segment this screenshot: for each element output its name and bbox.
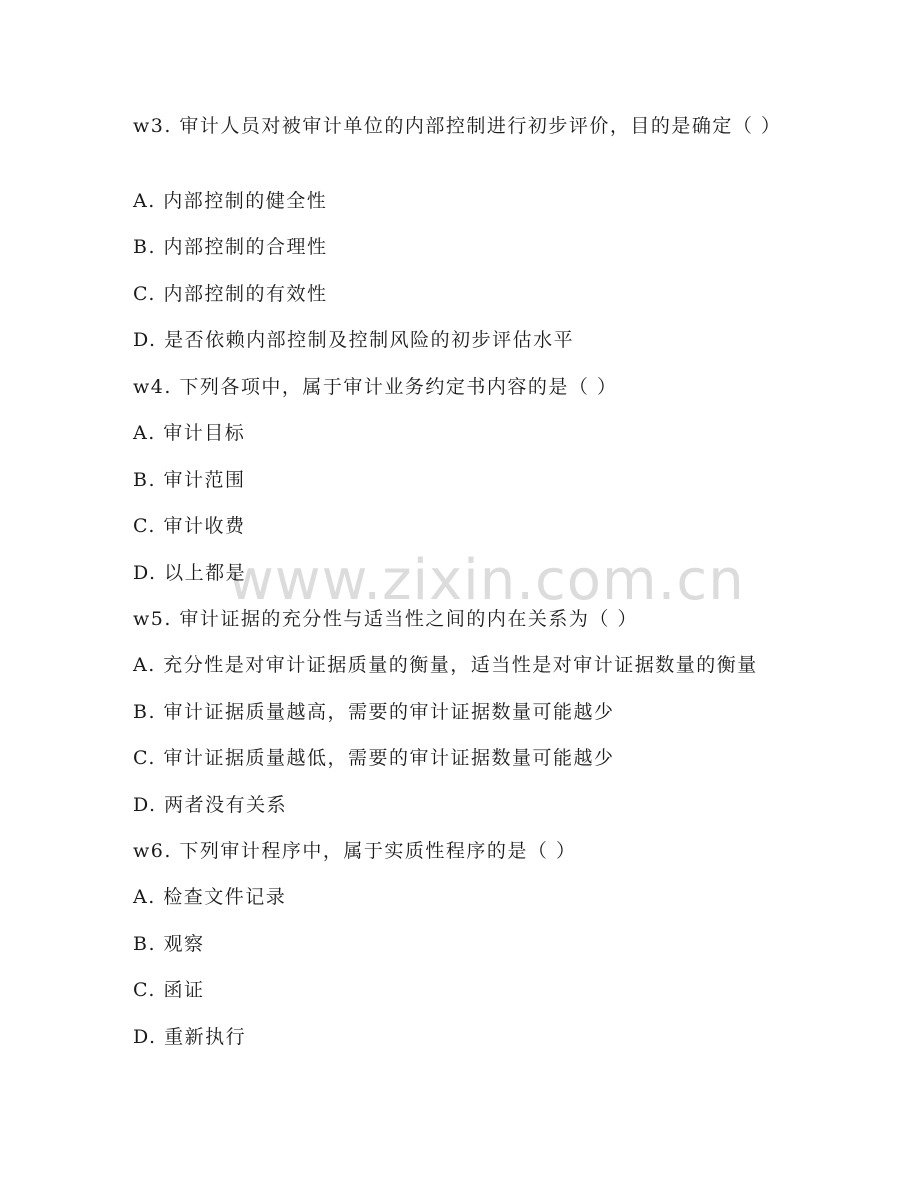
- question-w5-option-c: C. 审计证据质量越低，需要的审计证据数量可能越少: [133, 747, 615, 769]
- question-w3-option-b: B. 内部控制的合理性: [133, 236, 328, 258]
- watermark: www.zixin.com.cn: [228, 548, 745, 613]
- question-w5-option-b: B. 审计证据质量越高，需要的审计证据数量可能越少: [133, 701, 615, 723]
- question-w3-option-a: A. 内部控制的健全性: [133, 190, 328, 212]
- question-w4-option-a: A. 审计目标: [133, 422, 246, 444]
- question-w5-option-a: A. 充分性是对审计证据质量的衡量，适当性是对审计证据数量的衡量: [133, 654, 758, 676]
- question-w4-stem: w4. 下列各项中，属于审计业务约定书内容的是（ ）: [133, 376, 618, 398]
- question-w3-option-c: C. 内部控制的有效性: [133, 283, 328, 305]
- question-w4-option-c: C. 审计收费: [133, 515, 246, 537]
- question-w3-option-d: D. 是否依赖内部控制及控制风险的初步评估水平: [133, 329, 575, 351]
- question-w4-option-b: B. 审计范围: [133, 469, 246, 491]
- question-w5-option-d: D. 两者没有关系: [133, 794, 288, 816]
- question-w3-stem: w3. 审计人员对被审计单位的内部控制进行初步评价，目的是确定（ ）: [133, 115, 782, 137]
- question-w6-option-b: B. 观察: [133, 933, 205, 955]
- question-w5-stem: w5. 审计证据的充分性与适当性之间的内在关系为（ ）: [133, 608, 638, 630]
- question-w6-option-c: C. 函证: [133, 979, 205, 1001]
- question-w6-option-a: A. 检查文件记录: [133, 886, 287, 908]
- question-w6-option-d: D. 重新执行: [133, 1026, 247, 1048]
- question-w6-stem: w6. 下列审计程序中，属于实质性程序的是（ ）: [133, 840, 577, 862]
- question-w4-option-d: D. 以上都是: [133, 562, 247, 584]
